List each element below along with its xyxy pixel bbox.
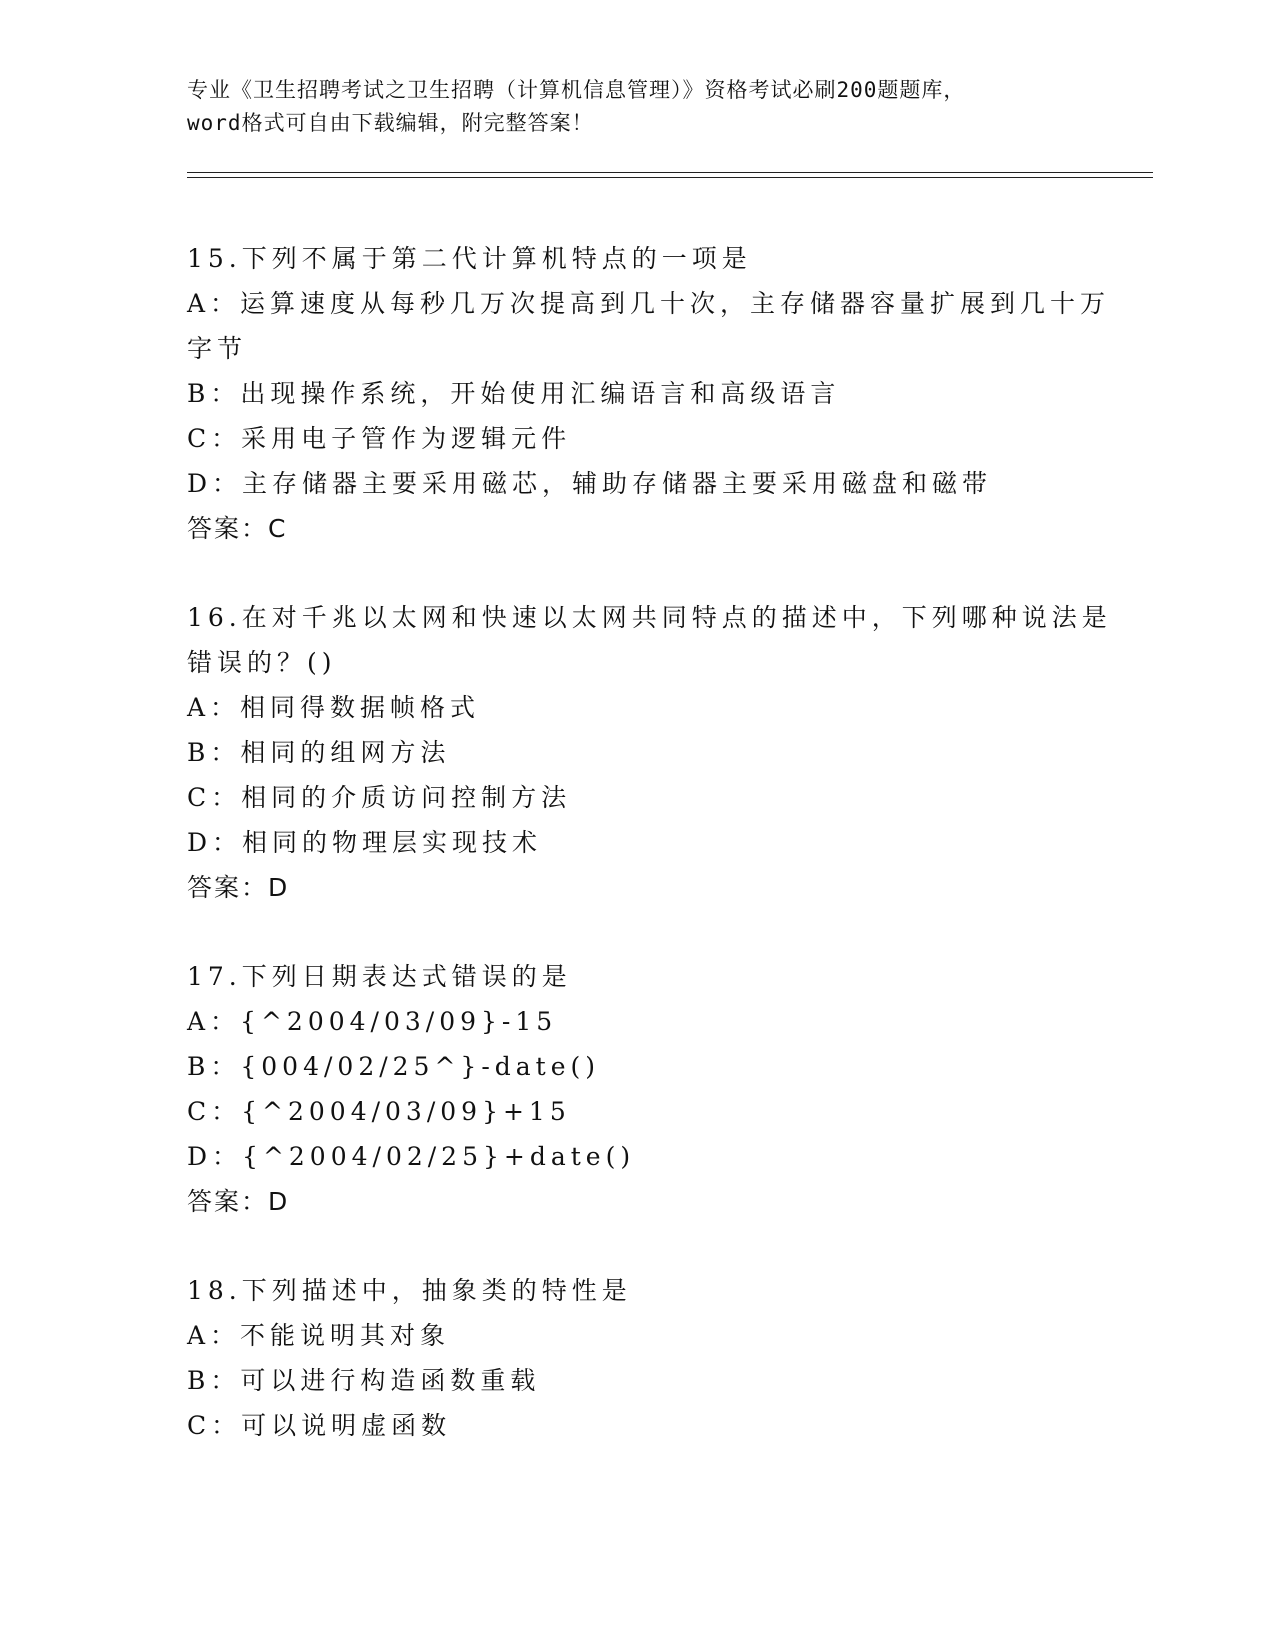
option-line: A：不能说明其对象 (187, 1321, 451, 1350)
question-block (187, 595, 1112, 910)
question-block (187, 236, 1111, 551)
option-line: C：相同的介质访问控制方法 (187, 783, 572, 812)
question-block (187, 954, 1087, 1224)
option-line: A：运算速度从每秒几万次提高到几十次，主存储器容量扩展到几十万 (187, 289, 1111, 318)
option-line: A：{^2004/03/09}-15 (187, 1007, 558, 1036)
question-stem: 18.下列描述中，抽象类的特性是 (187, 1276, 632, 1305)
option-line: C：可以说明虚函数 (187, 1411, 452, 1440)
question-stem: 15.下列不属于第二代计算机特点的一项是 (187, 244, 752, 273)
header-line-1: 专业《卫生招聘考试之卫生招聘（计算机信息管理）》资格考试必刷200题题库， (187, 78, 966, 102)
header-rule-top (187, 172, 1153, 173)
question-stem: 错误的？() (187, 648, 337, 677)
answer-label: 答案： (187, 873, 269, 902)
question-block (187, 1268, 1087, 1448)
header-rule-bottom (187, 177, 1153, 178)
option-line: A：相同得数据帧格式 (187, 693, 481, 722)
answer-label: 答案： (187, 1187, 269, 1216)
answer-value: C (268, 514, 288, 543)
answer-line (187, 506, 1087, 551)
option-line: 字节 (187, 334, 248, 363)
document-header (187, 74, 1087, 140)
option-line: B：出现操作系统，开始使用汇编语言和高级语言 (187, 379, 841, 408)
answer-label: 答案： (187, 514, 269, 543)
option-line: C：{^2004/03/09}+15 (187, 1097, 571, 1126)
header-line-2: word格式可自由下载编辑，附完整答案！ (187, 111, 594, 135)
question-list (187, 236, 1112, 1492)
option-line: C：采用电子管作为逻辑元件 (187, 424, 572, 453)
option-line: B：相同的组网方法 (187, 738, 451, 767)
question-stem: 16.在对千兆以太网和快速以太网共同特点的描述中，下列哪种说法是 (187, 603, 1112, 632)
answer-line (187, 865, 1087, 910)
answer-line (187, 1179, 1087, 1224)
option-line: D：主存储器主要采用磁芯，辅助存储器主要采用磁盘和磁带 (187, 469, 993, 498)
option-line: B：{004/02/25^}-date() (187, 1052, 601, 1081)
question-stem: 17.下列日期表达式错误的是 (187, 962, 572, 991)
option-line: D：相同的物理层实现技术 (187, 828, 543, 857)
option-line: B：可以进行构造函数重载 (187, 1366, 541, 1395)
answer-value: D (268, 873, 290, 902)
option-line: D：{^2004/02/25}+date() (187, 1142, 636, 1171)
answer-value: D (268, 1187, 290, 1216)
